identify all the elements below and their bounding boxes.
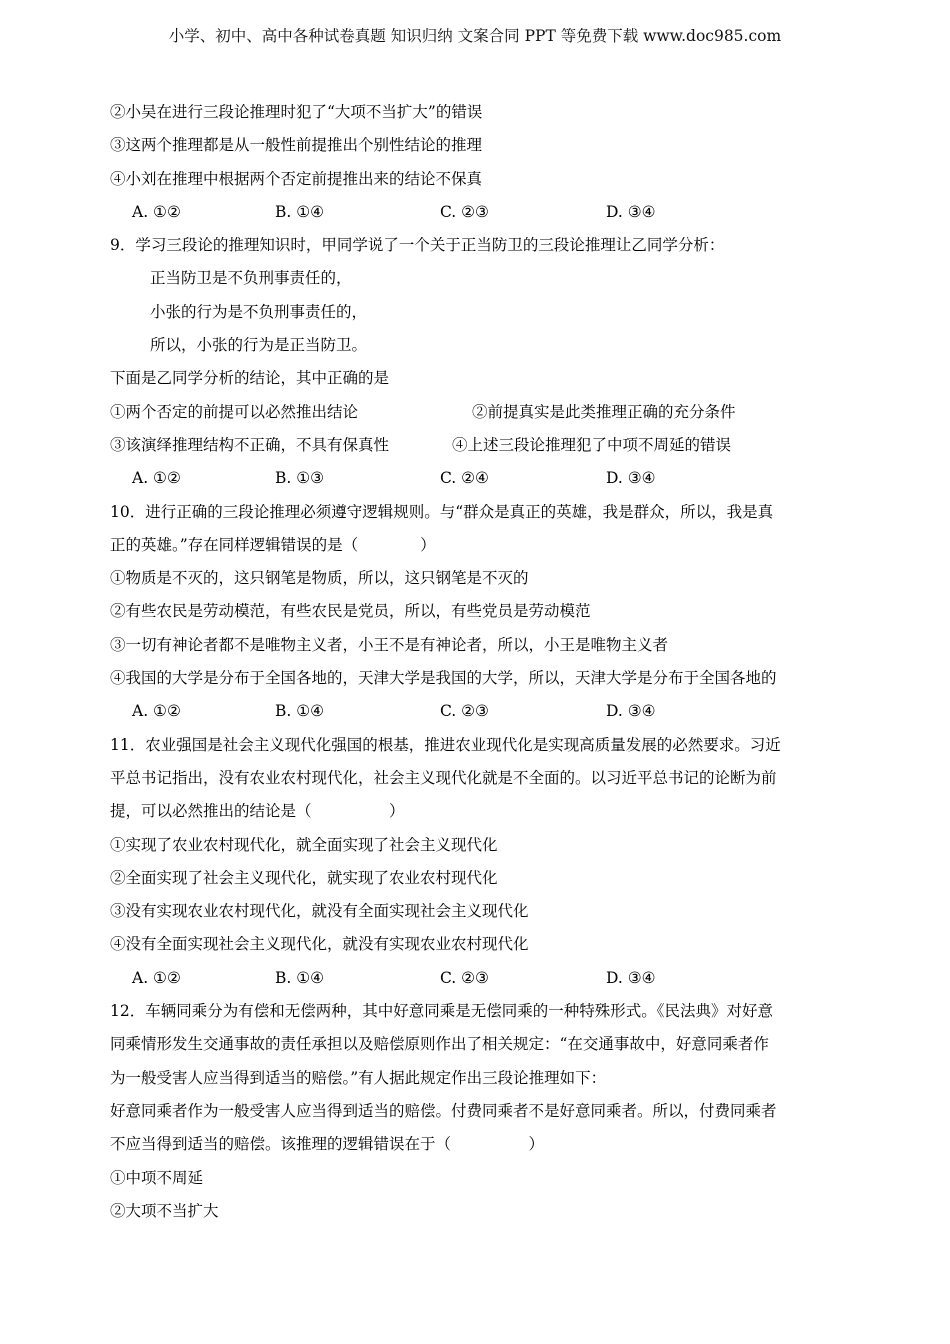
q10-item-4: ④我国的大学是分布于全国各地的，天津大学是我国的大学，所以，天津大学是分布于全国各地的 [110,669,777,688]
q11-item-1: ①实现了农业农村现代化，就全面实现了社会主义现代化 [110,835,498,854]
q10-options [110,695,835,728]
exam-page [110,96,835,1228]
q10-stem-1: 10．进行正确的三段论推理必须遵守逻辑规则。与“群众是真正的英雄，我是群众，所以，我是真 [110,502,774,521]
q12-stem-3: 为一般受害人应当得到适当的赔偿。”有人据此规定作出三段论推理如下： [110,1068,607,1087]
q10-item-2: ②有些农民是劳动模范，有些农民是党员，所以，有些党员是劳动模范 [110,602,591,621]
q10-stem-2: 正的英雄。”存在同样逻辑错误的是（ ） [110,535,436,554]
q10-option-a[interactable]: A. ①② [132,702,181,721]
q9-item-3: ③该演绎推理结构不正确，不具有保真性 [110,435,390,454]
q11-item-2: ②全面实现了社会主义现代化，就实现了农业农村现代化 [110,868,498,887]
q9-conclusion: 所以，小张的行为是正当防卫。 [150,336,368,355]
q10-option-d[interactable]: D. ③④ [606,702,656,721]
q11-stem-3: 提，可以必然推出的结论是（ ） [110,802,405,821]
q10-item-3: ③一切有神论者都不是唯物主义者，小王不是有神论者，所以，小王是唯物主义者 [110,635,669,654]
q9-options [110,462,835,495]
q8-item-2: ②小吴在进行三段论推理时犯了“大项不当扩大”的错误 [110,103,483,121]
q9-premise-minor: 小张的行为是不负刑事责任的， [150,302,368,321]
q8-option-a[interactable]: A. ①② [132,202,181,221]
q10-option-b[interactable]: B. ①④ [275,702,325,721]
q11-option-c[interactable]: C. ②③ [440,968,489,987]
q8-option-c[interactable]: C. ②③ [440,202,489,221]
q9-item-4: ④上述三段论推理犯了中项不周延的错误 [452,435,732,454]
q11-item-4: ④没有全面实现社会主义现代化，就没有实现农业农村现代化 [110,935,529,954]
q9-option-d[interactable]: D. ③④ [606,469,656,488]
page-header: 小学、初中、高中各种试卷真题 知识归纳 文案合同 PPT 等免费下载 www.doc985.com [168,27,782,45]
q11-option-b[interactable]: B. ①④ [275,968,325,987]
q9-option-a[interactable]: A. ①② [132,469,181,488]
q9-premise-major: 正当防卫是不负刑事责任的， [150,269,352,288]
q12-item-2: ②大项不当扩大 [110,1201,219,1220]
q10-option-c[interactable]: C. ②③ [440,702,489,721]
q8-option-b[interactable]: B. ①④ [275,202,325,221]
q8-item-4: ④小刘在推理中根据两个否定前提推出来的结论不保真 [110,169,483,188]
q12-stem-4: 好意同乘者作为一般受害人应当得到适当的赔偿。付费同乘者不是好意同乘者。所以，付费同乘者 [110,1101,777,1120]
q10-item-1: ①物质是不灭的，这只钢笔是物质，所以，这只钢笔是不灭的 [110,569,529,588]
q12-stem-5: 不应当得到适当的赔偿。该推理的逻辑错误在于（ ） [110,1135,545,1154]
q12-item-1: ①中项不周延 [110,1168,204,1187]
q11-stem-2: 平总书记指出，没有农业农村现代化，社会主义现代化就是不全面的。以习近平总书记的论断为前 [110,768,777,787]
q11-item-3: ③没有实现农业农村现代化，就没有全面实现社会主义现代化 [110,902,529,921]
q11-option-a[interactable]: A. ①② [132,968,181,987]
q9-items-row-1 [110,396,835,429]
q9-items-row-2 [110,429,835,462]
q11-stem-1: 11．农业强国是社会主义现代化强国的根基，推进农业现代化是实现高质量发展的必然要求。习近 [110,735,781,754]
q12-stem-1: 12．车辆同乘分为有偿和无偿两种，其中好意同乘是无偿同乘的一种特殊形式。《民法典》对好意 [110,1002,773,1021]
q8-options [110,196,835,229]
q9-item-2: ②前提真实是此类推理正确的充分条件 [472,402,736,421]
q9-option-c[interactable]: C. ②④ [440,469,489,488]
q11-options [110,962,835,995]
q11-option-d[interactable]: D. ③④ [606,968,656,987]
q9-lead: 下面是乙同学分析的结论，其中正确的是 [110,369,390,388]
q9-stem: 9．学习三段论的推理知识时，甲同学说了一个关于正当防卫的三段论推理让乙同学分析： [110,236,725,255]
q9-option-b[interactable]: B. ①③ [275,469,325,488]
q8-item-3: ③这两个推理都是从一般性前提推出个别性结论的推理 [110,136,483,155]
q12-stem-2: 同乘情形发生交通事故的责任承担以及赔偿原则作出了相关规定：“在交通事故中，好意同乘者作 [110,1035,769,1054]
q8-option-d[interactable]: D. ③④ [606,202,656,221]
q9-item-1: ①两个否定的前提可以必然推出结论 [110,402,359,421]
